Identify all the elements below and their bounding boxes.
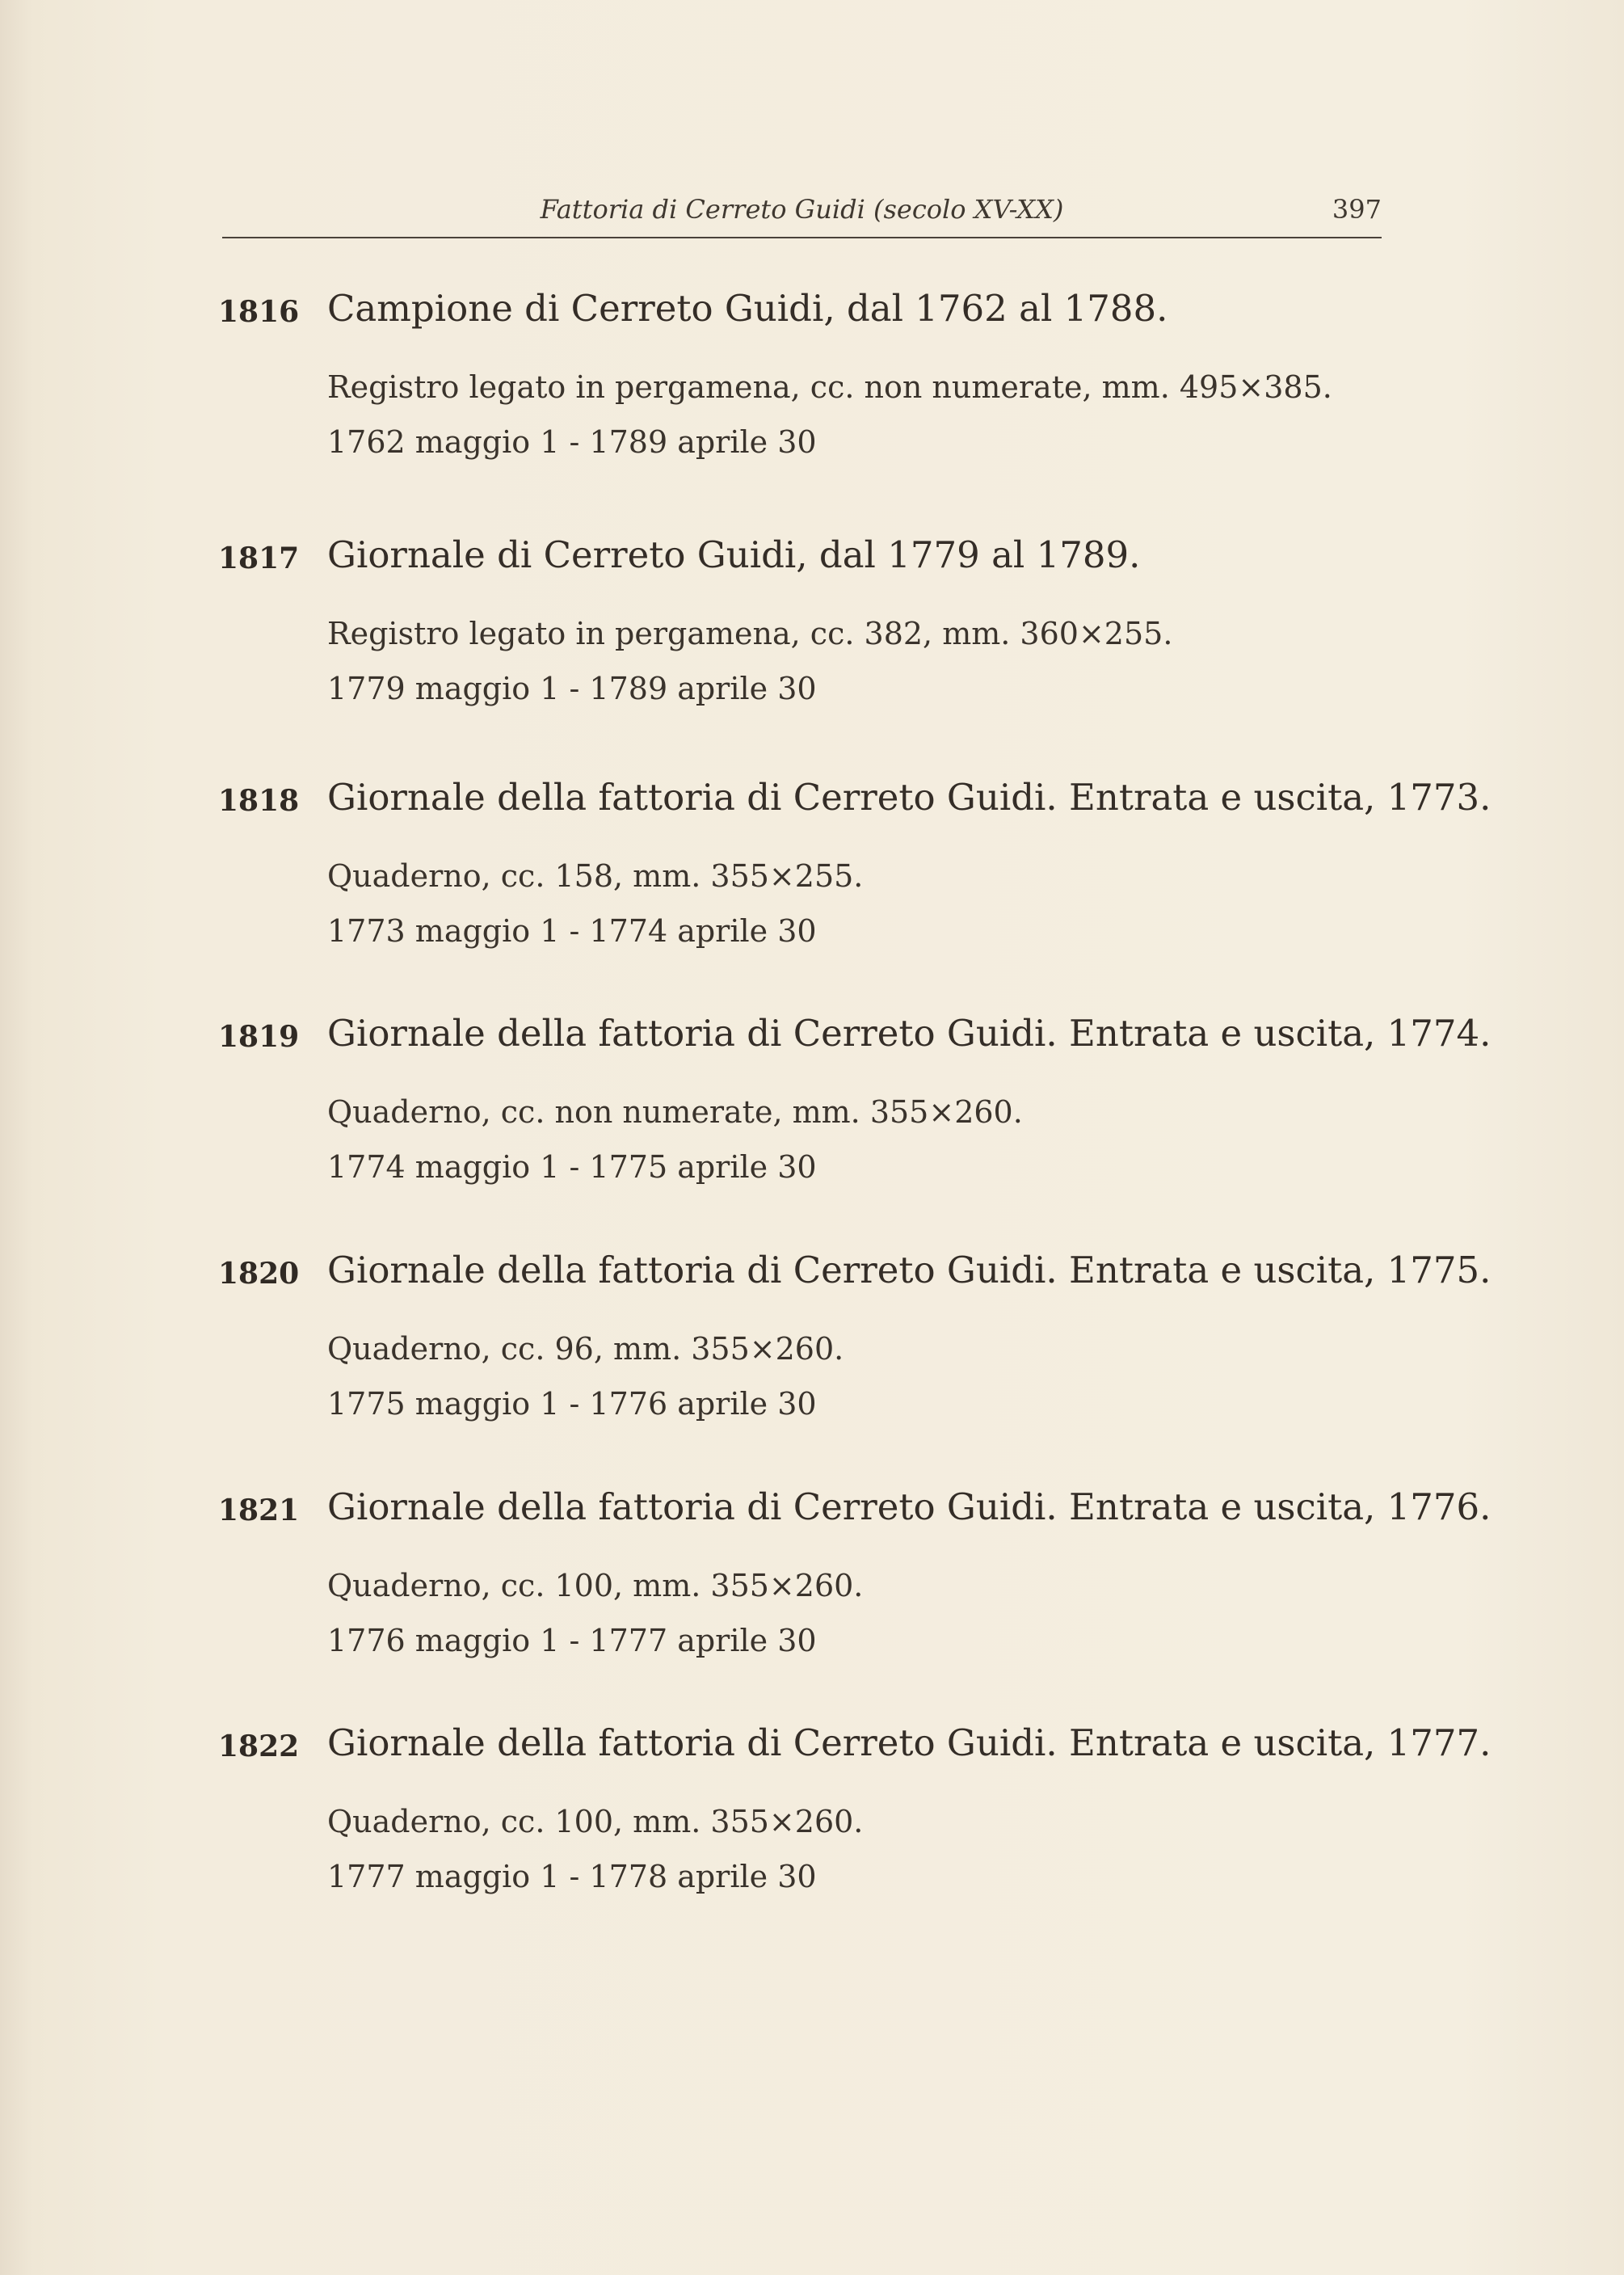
entry-number: 1817	[218, 541, 300, 575]
entry-description: Registro legato in pergamena, cc. 382, mm. 360×255.	[327, 616, 1173, 651]
entry-number: 1816	[218, 295, 300, 329]
entry-title: Giornale della fattoria di Cerreto Guidi. Entrata e uscita, 1775.	[327, 1249, 1491, 1291]
entry-title: Giornale della fattoria di Cerreto Guidi. Entrata e uscita, 1773.	[327, 776, 1491, 819]
entry-dates: 1774 maggio 1 - 1775 aprile 30	[327, 1149, 817, 1185]
entry-description: Quaderno, cc. 96, mm. 355×260.	[327, 1331, 844, 1367]
entry-dates: 1762 maggio 1 - 1789 aprile 30	[327, 424, 817, 460]
entry-dates: 1773 maggio 1 - 1774 aprile 30	[327, 913, 817, 949]
entry-number: 1821	[218, 1493, 300, 1527]
entry-description: Quaderno, cc. 100, mm. 355×260.	[327, 1568, 864, 1603]
entry-number: 1819	[218, 1020, 300, 1054]
entry-dates: 1775 maggio 1 - 1776 aprile 30	[327, 1386, 817, 1422]
entry-description: Quaderno, cc. 100, mm. 355×260.	[327, 1804, 864, 1839]
page-number: 397	[1332, 194, 1382, 225]
entry-dates: 1779 maggio 1 - 1789 aprile 30	[327, 671, 817, 706]
entry-title: Campione di Cerreto Guidi, dal 1762 al 1788.	[327, 287, 1168, 330]
entry-title: Giornale della fattoria di Cerreto Guidi. Entrata e uscita, 1777.	[327, 1721, 1491, 1764]
running-head	[222, 187, 1382, 236]
entry-title: Giornale di Cerreto Guidi, dal 1779 al 1789.	[327, 533, 1141, 576]
entry-description: Registro legato in pergamena, cc. non numerate, mm. 495×385.	[327, 369, 1332, 405]
entry-number: 1818	[218, 784, 300, 818]
running-title: Fattoria di Cerreto Guidi (secolo XV-XX)	[540, 194, 1064, 225]
entry-dates: 1777 maggio 1 - 1778 aprile 30	[327, 1859, 817, 1894]
entry-number: 1822	[218, 1729, 300, 1763]
header-rule	[222, 237, 1382, 238]
entry-title: Giornale della fattoria di Cerreto Guidi. Entrata e uscita, 1776.	[327, 1485, 1491, 1528]
entry-title: Giornale della fattoria di Cerreto Guidi. Entrata e uscita, 1774.	[327, 1012, 1491, 1055]
entry-dates: 1776 maggio 1 - 1777 aprile 30	[327, 1623, 817, 1658]
entry-number: 1820	[218, 1257, 300, 1291]
entry-description: Quaderno, cc. 158, mm. 355×255.	[327, 858, 864, 894]
entry-description: Quaderno, cc. non numerate, mm. 355×260.	[327, 1094, 1023, 1130]
